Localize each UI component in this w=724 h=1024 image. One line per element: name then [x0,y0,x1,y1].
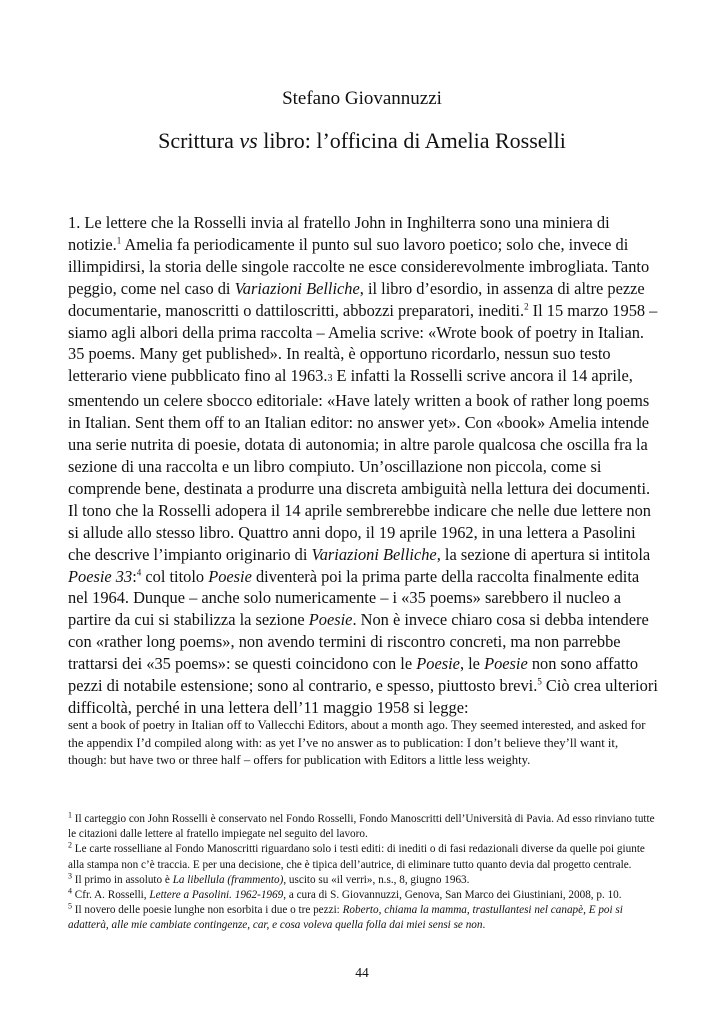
main-paragraph [68,212,660,719]
body-text: Amelia fa periodicamente il punto sul suo lavoro poetico; solo che, invece di illimpidirsi, la storia delle singole raccolte ne esce considerevolmente imbrogliata. Tanto peggio, come nel caso di [68,234,650,298]
footnote-text: Cfr. A. Rosselli, [72,889,150,902]
body-text: Ciò crea ulteriori difficoltà, perché in una lettera dell’11 maggio 1958 si legge: [68,676,658,717]
author-name: Stefano Giovannuzzi [282,88,442,109]
footnote-3 [68,873,660,888]
body-text: non sono affatto pezzi di notabile estensione; sono al contrario, e spesso, piuttosto brevi. [68,654,639,696]
footnote-ref-3: 3 [327,373,333,385]
footnote-ref-2: 2 [524,301,529,312]
italic-title: Variazioni Belliche [311,544,437,564]
article-title [0,128,724,154]
footnotes [68,812,660,934]
title-part1: Scrittura [158,128,240,153]
footnote-1 [68,812,660,842]
footnote-2 [68,842,660,872]
body-text: col titolo [141,566,209,586]
footnote-italic: La libellula (frammento) [172,873,284,886]
footnote-number: 1 [68,810,72,820]
footnote-text: Il novero delle poesie lunghe non esorbita i due o tre pezzi: [72,904,343,917]
footnote-number: 2 [68,840,72,850]
page-number: 44 [355,965,369,980]
body-text: , le [459,654,485,674]
title-vs: vs [239,128,258,153]
footnote-text: . [482,919,486,932]
body-text: , la sezione di apertura si intitola [436,544,651,564]
footnote-divider [68,800,246,801]
footnote-text: , uscito su «il verri», n.s., 8, giugno 1963. [283,873,470,886]
footnote-ref-4: 4 [136,567,142,578]
footnote-number: 5 [68,901,72,911]
footnote-ref-5: 5 [537,676,542,687]
italic-title: Poesie [308,610,353,630]
footnote-text: Il carteggio con John Rosselli è conservato nel Fondo Rosselli, Fondo Manoscritti dell’Università di Pavia. Ad esso rinviano tutte le citazioni dalle lettere al fratello impiegate nel seguito del lavoro. [68,813,655,841]
footnote-number: 4 [68,886,72,896]
footnote-text: , a cura di S. Giovannuzzi, Genova, San Marco dei Giustiniani, 2008, p. 10. [283,889,622,902]
footnote-text: Il primo in assoluto è [72,873,173,886]
title-part2: libro: l’officina di Amelia Rosselli [257,128,566,153]
body-text: E infatti la Rosselli scrive ancora il 14 aprile, smentendo un celere sbocco editoriale: «Have lately written a book of rather long poems in Italian. Sent them off to an Italian editor: no answer yet». Con «book» Amelia intende una serie nutrita di poesie, dotata di autonomia; in altre parole qualcosa che oscilla fra la sezione di una raccolta e un libro compiuto. Un’oscillazione non piccola, come si comprende bene, destinata a produrre una discreta ambiguità nella lettura dei documenti. Il tono che la Rosselli adopera il 14 aprile sembrerebbe indicare che nelle due lettere non si allude allo stesso libro. Quattro anni dopo, il 19 aprile 1962, in una lettera a Pasolini che descrive l’impianto originario di [68,366,651,564]
italic-title: Poesie [484,654,528,674]
body-text: : [132,566,137,586]
italic-title: Poesie [208,566,252,586]
body-text: diventerà poi la prima parte della raccolta finalmente edita nel 1964. Dunque – anche solo numericamente – i «35 poems» sarebbero il nucleo a partire da cui si stabilizza la sezione [68,566,640,630]
footnote-ref-1: 1 [116,235,122,246]
body-text: 1. Le lettere che la Rosselli invia al fratello John in Inghilterra sono una miniera di notizie. [68,213,610,254]
body-text: , il libro d’esordio, in assenza di altre pezze documentarie, manoscritti o dattiloscritti, abbozzi preparatori, inediti. [68,278,645,320]
italic-title: Variazioni Belliche [234,278,360,298]
italic-title: Poesie 33 [68,566,133,586]
footnote-italic: Lettere a Pasolini. 1962-1969 [149,889,284,902]
body-text: . Non è invece chiaro cosa si debba intendere con «rather long poems», non avendo termini di riscontro concreti, ma non parrebbe trattarsi dei «35 poems»: se questi coincidono con le [68,610,649,674]
footnote-italic: Roberto, chiama la mamma, trastullantesi nel canapè, E poi si adatterà, alle mie cambiate contingenze, car, e cosa voleva quella folla dai miei sensi se non [68,904,623,932]
body-text: Il 15 marzo 1958 – siamo agli albori della prima raccolta – Amelia scrive: «Wrote book of poetry in Italian. 35 poems. Many get published». In realtà, è opportuno ricordarlo, nessun suo testo letterario viene pubblicato fino al 1963. [68,300,658,386]
footnote-text: Le carte rosselliane al Fondo Manoscritti riguardano solo i testi editi: di inediti o di fasi redazionali diverse da quelle poi giunte alla stampa non c’è traccia. E per una decisione, che è tipica dell’autrice, di eliminare tutto quanto devia dal progetto centrale. [68,843,645,871]
footnote-4 [68,888,660,903]
footnote-number: 3 [68,871,72,881]
footnote-5 [68,903,660,933]
block-quote: sent a book of poetry in Italian off to Vallecchi Editors, about a month ago. They seemed interested, and asked for the appendix I’d compiled along with: as yet I’ve no answer as to publication: I don’t believe they’ll want it, though: but have two or three half – offers for publication with Editors a little less weighty. [68,718,646,767]
italic-title: Poesie [416,654,460,674]
